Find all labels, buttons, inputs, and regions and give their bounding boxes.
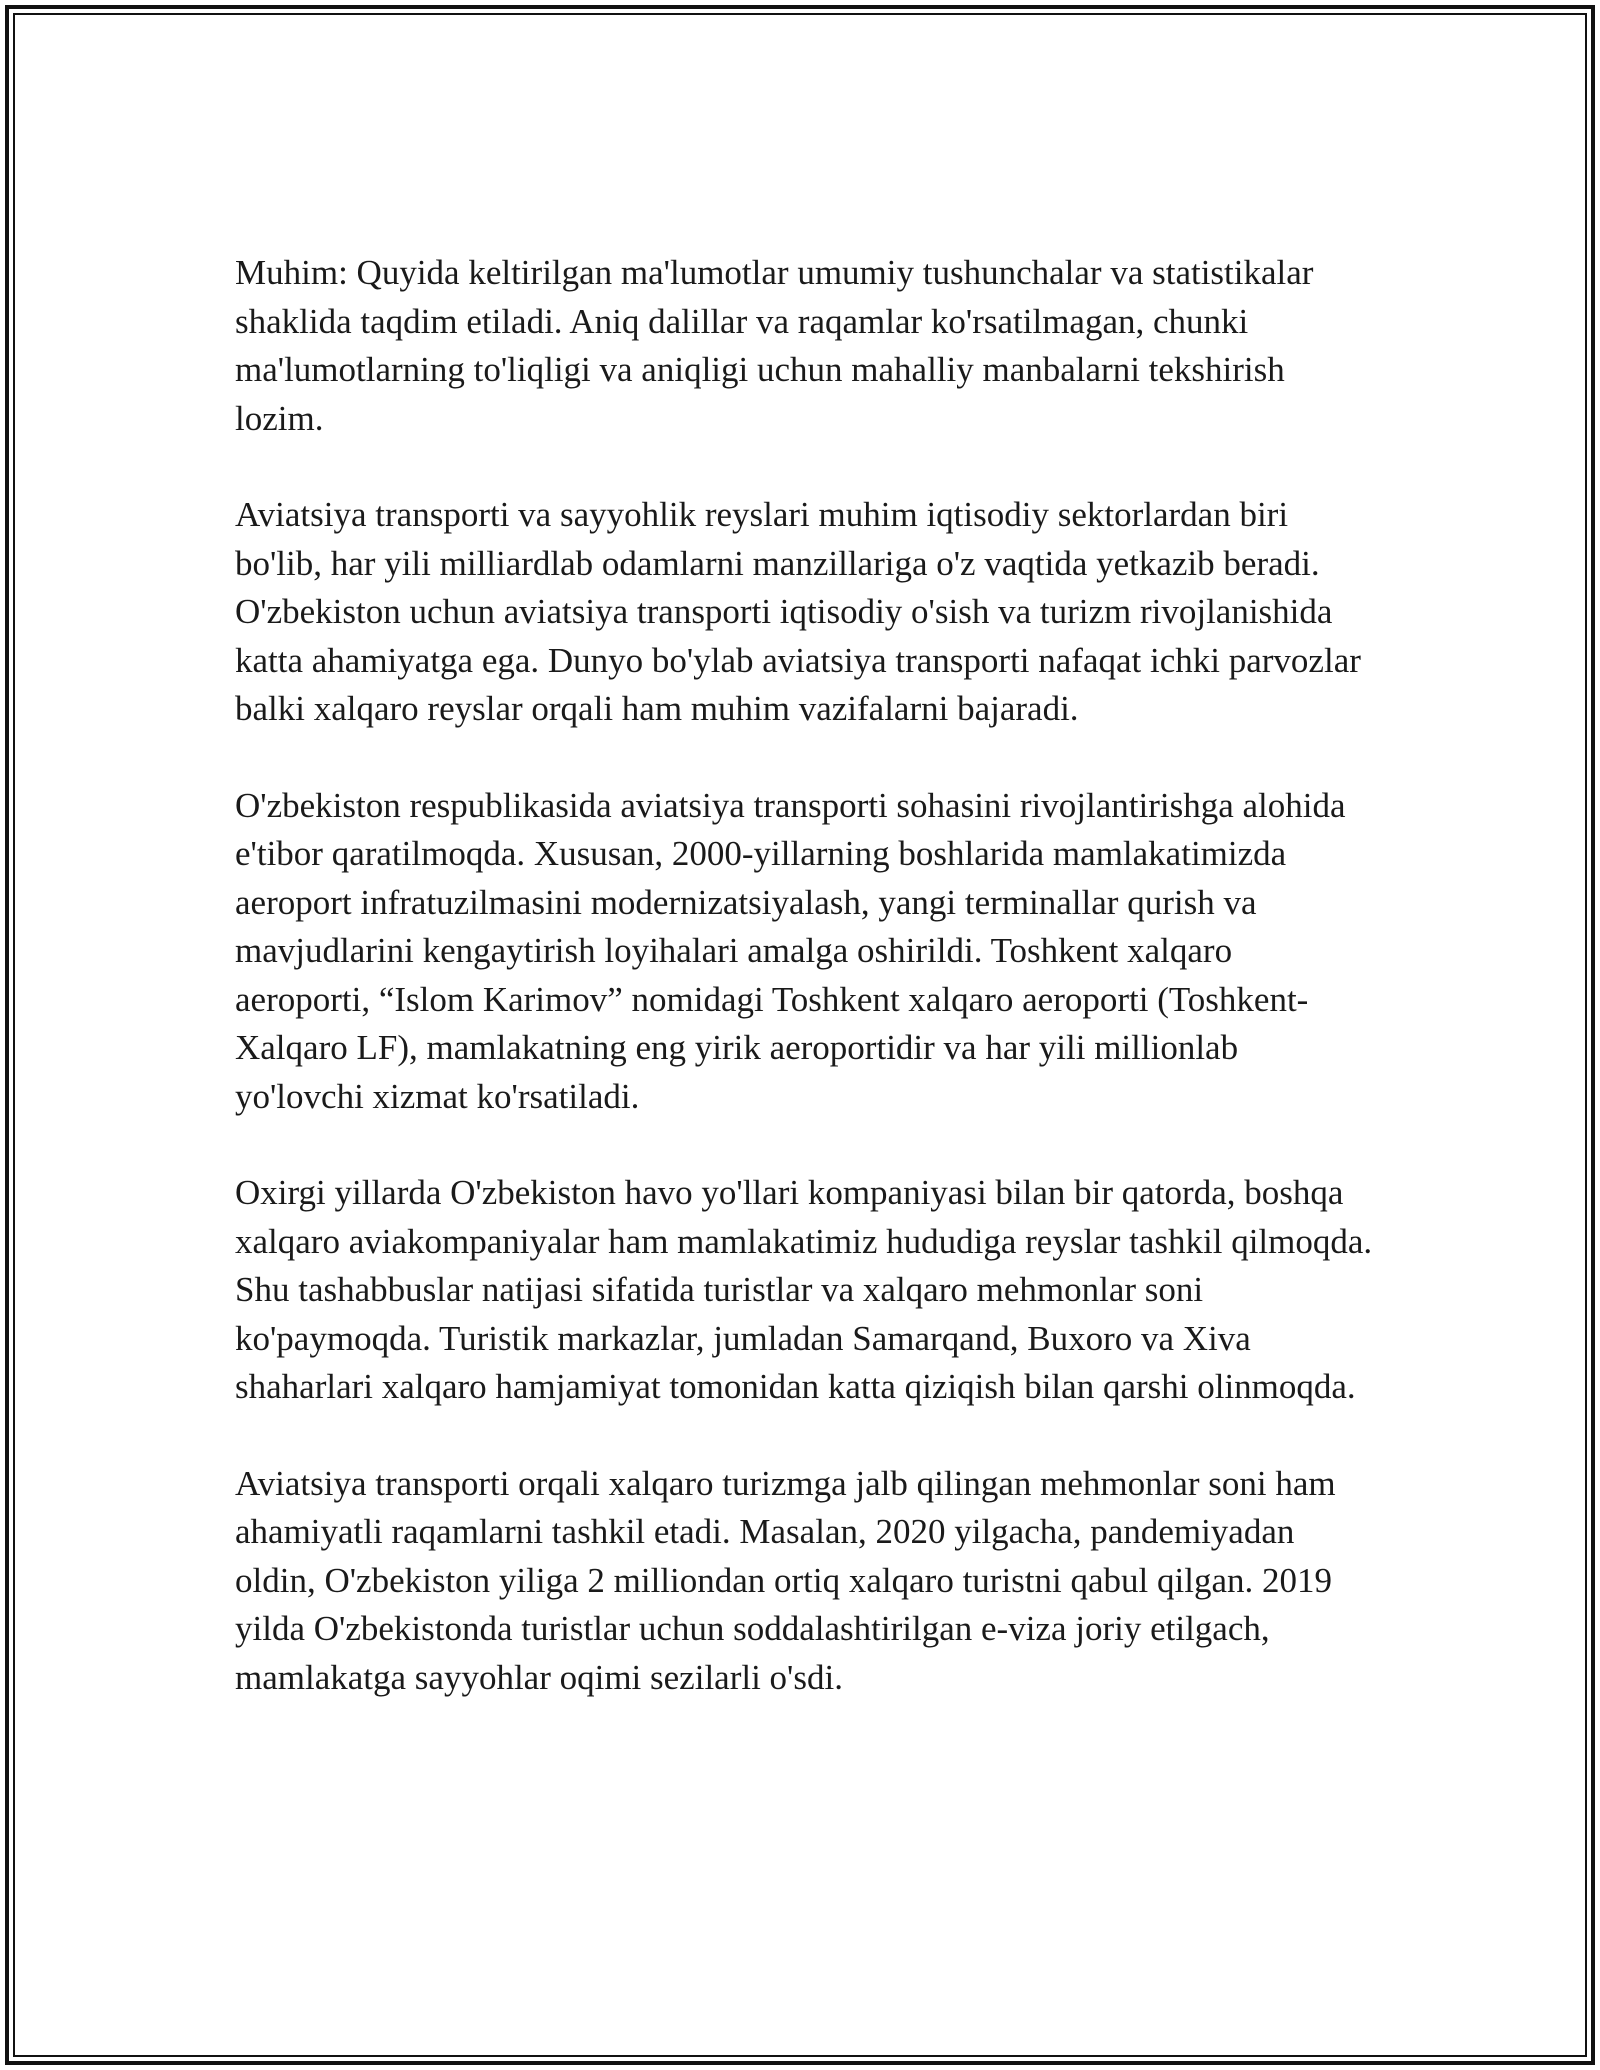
paragraph-airport-development: O'zbekiston respublikasida aviatsiya transporti sohasini rivojlantirishga alohida e'tibor qaratilmoqda. Xususan, 2000-yillarning boshlarida mamlakatimizda aeroport infratuzilmasini modernizatsiyalash, yangi terminallar qurish va mavjudlarini kengaytirish loyihalari amalga oshirildi. Toshkent xalqaro aeroporti, “Islom Karimov” nomidagi Toshkent xalqaro aeroporti (Toshkent-Xalqaro LF), mamlakatning eng yirik aeroportidir va har yili millionlab yo'lovchi xizmat ko'rsatiladi.	[235, 785, 1346, 1116]
paragraph-airlines-tourism: Oxirgi yillarda O'zbekiston havo yo'llari kompaniyasi bilan bir qatorda, boshqa xalqaro aviakompaniyalar ham mamlakatimiz hududiga reyslar tashkil qilmoqda. Shu tashabbuslar natijasi sifatida turistlar va xalqaro mehmonlar soni ko'paymoqda. Turistik markazlar, jumladan Samarqand, Buxoro va Xiva shaharlari xalqaro hamjamiyat tomonidan katta qiziqish bilan qarshi olinmoqda.	[235, 1173, 1373, 1406]
paragraph-tourist-statistics: Aviatsiya transporti orqali xalqaro turizmga jalb qilingan mehmonlar soni ham ahamiyatli raqamlarni tashkil etadi. Masalan, 2020 yilgacha, pandemiyadan oldin, O'zbekiston yiliga 2 milliondan ortiq xalqaro turistni qabul qilgan. 2019 yilda O'zbekistonda turistlar uchun soddalashtirilgan e-viza joriy etilgach, mamlakatga sayyohlar oqimi sezilarli o'sdi.	[235, 1463, 1336, 1697]
document-body	[235, 249, 1375, 1750]
paragraph-aviation-intro: Aviatsiya transporti va sayyohlik reyslari muhim iqtisodiy sektorlardan biri bo'lib, har yili milliardlab odamlarni manzillariga o'z vaqtida yetkazib beradi. O'zbekiston uchun aviatsiya transporti iqtisodiy o'sish va turizm rivojlanishida katta ahamiyatga ega. Dunyo bo'ylab aviatsiya transporti nafaqat ichki parvozlar balki xalqaro reyslar orqali ham muhim vazifalarni bajaradi.	[235, 495, 1361, 728]
paragraph-notice: Muhim: Quyida keltirilgan ma'lumotlar umumiy tushunchalar va statistikalar shaklida taqdim etiladi. Aniq dalillar va raqamlar ko'rsatilmagan, chunki ma'lumotlarning to'liqligi va aniqligi uchun mahalliy manbalarni tekshirish lozim.	[235, 253, 1314, 438]
